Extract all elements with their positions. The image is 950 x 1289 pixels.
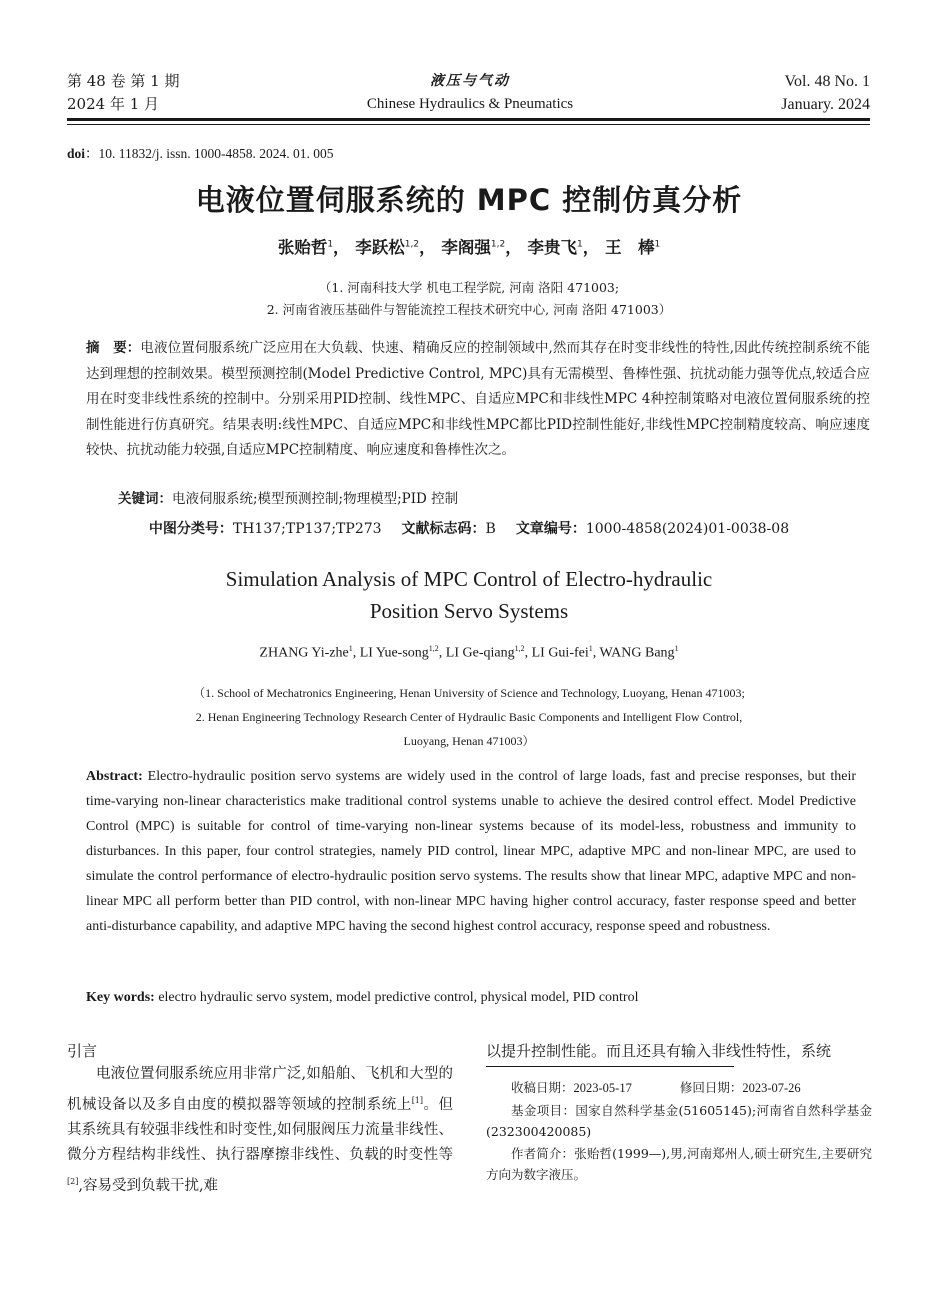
keywords-label-cn: 关键词： xyxy=(118,491,172,507)
affiliation-line: 2. 河南省液压基础件与智能流控工程技术研究中心, 河南 洛阳 471003） xyxy=(266,302,672,317)
date-cn: 2024 年 1 月 xyxy=(67,95,160,113)
date-en: January. 2024 xyxy=(781,96,870,113)
journal-name-cn: 液压与气动 xyxy=(430,73,510,89)
keywords-label-en: Key words: xyxy=(86,990,155,1005)
volume-issue-en: Vol. 48 No. 1 xyxy=(784,73,870,90)
author-bio-text: 张贻哲(1999—),男,河南郑州人,硕士研究生,主要研究方向为数字液压。 xyxy=(486,1145,872,1182)
doi-value[interactable]: 10. 11832/j. issn. 1000-4858. 2024. 01. 005 xyxy=(98,146,334,161)
affiliation-line: 2. Henan Engineering Technology Research Center of Hydraulic Basic Components and Intelligent Flow Control, xyxy=(195,710,743,724)
paper-title-cn: 电液位置伺服系统的 MPC 控制仿真分析 xyxy=(195,183,743,217)
doc-code-value: B xyxy=(485,521,496,537)
fund-text: 国家自然科学基金(51605145);河南省自然科学基金(232300420085) xyxy=(486,1102,872,1139)
footnote-fund xyxy=(486,1100,872,1143)
volume-issue-cn: 第 48 卷 第 1 期 xyxy=(67,72,180,90)
intro-text: 电液位置伺服系统应用非常广泛,如船舶、飞机和大型的机械设备以及多自由度的模拟器等领域的控制系统上 xyxy=(67,1066,453,1113)
journal-name-en: Chinese Hydraulics & Pneumatics xyxy=(366,96,574,112)
abstract-text-en: Electro-hydraulic position servo systems are widely used in the control of large loads, fast and precise responses, but their time-varying non-linear characteristics make traditional control systems unable to achieve the desired control effect. Model Predictive Control (MPC) is suitable for control of time-varying non-linear systems because of its model-less, robustness and immunity to disturbances. In this paper, four control strategies, namely PID control, linear MPC, adaptive MPC and non-linear MPC, are used to simulate the control performance of electro-hydraulic position servo systems. The results show that linear MPC, adaptive MPC and non-linear MPC all perform better than PID control, with non-linear MPC having higher control accuracy, faster response speed and better anti-disturbance capability, and adaptive MPC having the second highest control accuracy, response speed and robustness. xyxy=(86,769,856,934)
citation-ref[interactable]: [2] xyxy=(67,1176,79,1186)
doi-label: doi xyxy=(67,146,86,161)
received-date: 2023-05-17 xyxy=(573,1081,632,1095)
intro-text: ,容易受到负载干扰,难 xyxy=(78,1177,219,1194)
intro-text: 。但其系统具有较强非线性和时变性,如伺服阀压力流量非线性、微分方程结构非线性、执行器摩擦非线性、负载的时变性等 xyxy=(67,1096,454,1164)
abstract-en xyxy=(86,764,856,939)
article-no-value: 1000-4858(2024)01-0038-08 xyxy=(585,521,790,537)
author-aff-mark: 1 xyxy=(654,239,661,250)
footnote-author xyxy=(486,1143,872,1186)
author-aff-mark: 1,2 xyxy=(404,239,420,250)
author-list-en: ZHANG Yi-zhe$^1$, LI Yue-song$^{1,2}$, LI Ge-qiang$^{1,2}$, LI Gui-fei$^1$, WANG Bang$^1$ xyxy=(259,644,679,661)
title-en-line: Position Servo Systems xyxy=(369,599,569,623)
author-en: ZHANG Yi-zhe xyxy=(259,645,349,661)
revised-label: 修回日期： xyxy=(679,1080,743,1095)
header-volume-cn xyxy=(67,70,179,116)
received-label: 收稿日期： xyxy=(511,1080,574,1095)
footnote-dates xyxy=(486,1077,872,1100)
header-journal xyxy=(300,70,640,116)
author-cn: 李跃松 xyxy=(355,238,405,257)
author-aff-mark: 1 xyxy=(348,644,353,653)
paper-title-en xyxy=(0,563,938,627)
citation-ref[interactable]: [1] xyxy=(411,1095,424,1105)
keywords-text-en: electro hydraulic servo system, model predictive control, physical model, PID control xyxy=(154,990,639,1005)
classification-line xyxy=(0,518,938,538)
doc-code-label: 文献标志码： xyxy=(401,521,486,537)
author-cn: 王 棒 xyxy=(604,238,655,257)
abstract-cn xyxy=(86,336,870,464)
author-aff-mark: 1 xyxy=(576,239,583,250)
affiliations-en xyxy=(0,681,938,753)
footnote xyxy=(486,1077,872,1186)
keywords-cn xyxy=(118,487,458,507)
affiliation-line: （1. 河南科技大学 机电工程学院, 河南 洛阳 471003; xyxy=(318,280,620,295)
author-aff-mark: 1,2 xyxy=(514,644,525,653)
abstract-text-cn: 电液位置伺服系统广泛应用在大负载、快速、精确反应的控制领域中,然而其存在时变非线性的特性,因此传统控制系统不能达到理想的控制效果。模型预测控制(Model Predictive Control, MPC)具有无需模型、鲁棒性强、抗扰动能力强等优点,较适合应用在时变非线性系统的控制中。分别采用PID控制、线性MPC、自适应MPC和非线性MPC 4种控制策略对电液位置伺服系统的控制性能进行仿真研究。结果表明:线性MPC、自适应MPC和非线性MPC都比PID控制性能好,非线性MPC控制精度较高、响应速度较快、抗扰动能力较强,自适应MPC控制精度、响应速度和鲁棒性次之。 xyxy=(86,340,871,458)
header-rule-thick xyxy=(67,118,870,121)
author-cn: 张贻哲 xyxy=(277,238,328,257)
affiliations-cn xyxy=(0,277,938,321)
article-no-label: 文章编号： xyxy=(515,521,586,537)
intro-continued: 以提升控制性能。而且还具有输入非线性特性，系统 xyxy=(486,1042,832,1060)
author-en: WANG Bang xyxy=(599,645,675,661)
clc-label: 中图分类号： xyxy=(148,521,233,537)
doi-line: doi：10. 11832/j. issn. 1000-4858. 2024. 01. 005 xyxy=(67,146,334,161)
author-aff-mark: 1 xyxy=(674,644,679,653)
author-aff-mark: 1,2 xyxy=(490,239,506,250)
author-list-cn: 张贻哲$^1$， 李跃松$^{1,2}$， 李阁强$^{1,2}$， 李贵飞$^1$， 王 棒$^1$ xyxy=(277,238,661,257)
affiliation-line: （1. School of Mechatronics Engineering, Henan University of Science and Technology, Luoyang, Henan 471003; xyxy=(193,686,745,700)
header-rule-thin xyxy=(67,124,870,125)
fund-label: 基金项目： xyxy=(511,1102,576,1118)
title-en-line: Simulation Analysis of MPC Control of Electro-hydraulic xyxy=(225,567,713,591)
footnote-rule xyxy=(486,1066,734,1067)
clc-value: TH137;TP137;TP273 xyxy=(232,521,382,537)
keywords-en xyxy=(86,990,638,1006)
author-en: LI Gui-fei xyxy=(531,645,589,661)
author-en: LI Yue-song xyxy=(359,645,429,661)
author-en: LI Ge-qiang xyxy=(445,645,515,661)
header-volume-en xyxy=(781,70,870,116)
revised-date: 2023-07-26 xyxy=(742,1081,801,1095)
affiliation-line: Luoyang, Henan 471003） xyxy=(403,734,535,748)
section-heading-intro: 引言 xyxy=(67,1042,98,1060)
author-cn: 李贵飞 xyxy=(527,238,577,257)
author-bio-label: 作者简介： xyxy=(511,1145,575,1161)
intro-paragraph xyxy=(67,1062,453,1199)
author-cn: 李阁强 xyxy=(441,238,491,257)
abstract-label-en: Abstract: xyxy=(86,769,143,784)
author-aff-mark: 1 xyxy=(588,644,593,653)
author-aff-mark: 1,2 xyxy=(428,644,439,653)
author-aff-mark: 1 xyxy=(327,239,334,250)
abstract-label-cn: 摘 要： xyxy=(86,340,141,356)
keywords-text-cn: 电液伺服系统;模型预测控制;物理模型;PID 控制 xyxy=(172,491,459,507)
